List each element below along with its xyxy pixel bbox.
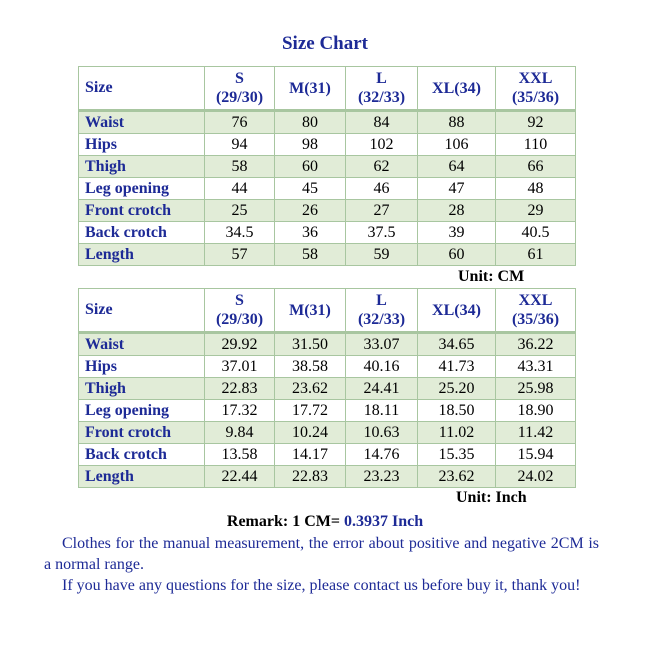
table-row — [79, 134, 576, 156]
size-name: M(31) — [289, 79, 331, 97]
size-column-header — [205, 67, 275, 111]
measurement-value: 31.50 — [275, 333, 346, 356]
measurement-value: 24.41 — [346, 378, 418, 400]
measurement-value: 23.62 — [275, 378, 346, 400]
size-waist-range: (35/36) — [511, 311, 560, 328]
measurement-value: 9.84 — [205, 422, 275, 444]
size-name: XXL — [518, 292, 553, 309]
size-waist-range: (35/36) — [511, 89, 560, 106]
measurement-label: Leg opening — [79, 178, 205, 200]
size-waist-range: (29/30) — [215, 89, 264, 106]
measurement-value: 18.90 — [496, 400, 576, 422]
measurement-value: 36.22 — [496, 333, 576, 356]
measurement-value: 37.5 — [346, 222, 418, 244]
measurement-value: 36 — [275, 222, 346, 244]
measurement-value: 15.35 — [418, 444, 496, 466]
size-header-cell: Size — [79, 289, 205, 333]
measurement-value: 23.62 — [418, 466, 496, 488]
size-column-header — [496, 289, 576, 333]
table-row — [79, 400, 576, 422]
measurement-value: 40.16 — [346, 356, 418, 378]
measurement-label: Front crotch — [79, 422, 205, 444]
measurement-value: 60 — [418, 244, 496, 266]
measurement-label: Front crotch — [79, 200, 205, 222]
size-column-header — [346, 289, 418, 333]
table-row — [79, 422, 576, 444]
size-name: L — [376, 70, 387, 87]
measurement-value: 44 — [205, 178, 275, 200]
measurement-value: 92 — [496, 111, 576, 134]
measurement-value: 25.20 — [418, 378, 496, 400]
measurement-value: 25 — [205, 200, 275, 222]
table-row — [79, 178, 576, 200]
measurement-value: 17.72 — [275, 400, 346, 422]
measurement-value: 64 — [418, 156, 496, 178]
measurement-label: Length — [79, 244, 205, 266]
contact-note: If you have any questions for the size, please contact us before buy it, thank you! — [62, 577, 581, 594]
measurement-value: 41.73 — [418, 356, 496, 378]
measurement-value: 34.5 — [205, 222, 275, 244]
table-row — [79, 466, 576, 488]
table-row — [79, 200, 576, 222]
table-row — [79, 333, 576, 356]
measurement-value: 22.44 — [205, 466, 275, 488]
measurement-value: 29.92 — [205, 333, 275, 356]
measurement-value: 46 — [346, 178, 418, 200]
header-row — [79, 289, 576, 333]
size-name: L — [376, 292, 387, 309]
measurement-value: 98 — [275, 134, 346, 156]
size-column-header — [418, 289, 496, 333]
measurement-value: 102 — [346, 134, 418, 156]
inch-size-table — [78, 288, 576, 488]
cm-size-table — [78, 66, 576, 266]
size-name: XXL — [518, 70, 553, 87]
measurement-value: 13.58 — [205, 444, 275, 466]
size-name: XL(34) — [432, 79, 481, 97]
measurement-value: 14.76 — [346, 444, 418, 466]
table-row — [79, 222, 576, 244]
measurement-value: 33.07 — [346, 333, 418, 356]
size-waist-range: (32/33) — [357, 89, 406, 106]
measurement-label: Thigh — [79, 156, 205, 178]
size-column-header — [496, 67, 576, 111]
measurement-value: 94 — [205, 134, 275, 156]
size-header-cell: Size — [79, 67, 205, 111]
measurement-value: 18.50 — [418, 400, 496, 422]
measurement-label: Hips — [79, 134, 205, 156]
measurement-value: 24.02 — [496, 466, 576, 488]
measurement-value: 25.98 — [496, 378, 576, 400]
measurement-value: 76 — [205, 111, 275, 134]
measurement-value: 57 — [205, 244, 275, 266]
measurement-value: 58 — [205, 156, 275, 178]
measurement-value: 61 — [496, 244, 576, 266]
measurement-label: Thigh — [79, 378, 205, 400]
measurement-value: 66 — [496, 156, 576, 178]
table-row — [79, 378, 576, 400]
size-column-header — [346, 67, 418, 111]
measurement-value: 15.94 — [496, 444, 576, 466]
size-name: XL(34) — [432, 301, 481, 319]
measurement-value: 110 — [496, 134, 576, 156]
measurement-value: 26 — [275, 200, 346, 222]
measurement-value: 11.02 — [418, 422, 496, 444]
table-row — [79, 156, 576, 178]
measurement-label: Waist — [79, 111, 205, 134]
measurement-value: 37.01 — [205, 356, 275, 378]
measurement-value: 23.23 — [346, 466, 418, 488]
measurement-value: 38.58 — [275, 356, 346, 378]
table-row — [79, 356, 576, 378]
header-row — [79, 67, 576, 111]
table-row — [79, 244, 576, 266]
measurement-label: Waist — [79, 333, 205, 356]
measurement-value: 84 — [346, 111, 418, 134]
size-name: M(31) — [289, 301, 331, 319]
measurement-value: 11.42 — [496, 422, 576, 444]
size-waist-range: (29/30) — [215, 311, 264, 328]
measurement-value: 45 — [275, 178, 346, 200]
measurement-value: 48 — [496, 178, 576, 200]
size-name: S — [235, 70, 244, 87]
measurement-value: 59 — [346, 244, 418, 266]
measurement-value: 88 — [418, 111, 496, 134]
measurement-label: Leg opening — [79, 400, 205, 422]
measurement-label: Length — [79, 466, 205, 488]
measurement-value: 14.17 — [275, 444, 346, 466]
table-row — [79, 444, 576, 466]
measurement-value: 29 — [496, 200, 576, 222]
size-name: S — [235, 292, 244, 309]
unit-inch-label: Unit: Inch — [456, 489, 527, 506]
remark — [0, 513, 650, 531]
measurement-label: Hips — [79, 356, 205, 378]
size-column-header — [275, 67, 346, 111]
remark-prefix: Remark: 1 CM= — [226, 513, 340, 530]
measurement-value: 80 — [275, 111, 346, 134]
measurement-value: 10.24 — [275, 422, 346, 444]
measurement-value: 47 — [418, 178, 496, 200]
measurement-value: 22.83 — [205, 378, 275, 400]
measurement-value: 34.65 — [418, 333, 496, 356]
measurement-value: 43.31 — [496, 356, 576, 378]
measurement-value: 22.83 — [275, 466, 346, 488]
size-column-header — [418, 67, 496, 111]
measurement-value: 40.5 — [496, 222, 576, 244]
size-column-header — [275, 289, 346, 333]
chart-title: Size Chart — [281, 33, 368, 54]
measurement-value: 10.63 — [346, 422, 418, 444]
unit-cm-label: Unit: CM — [458, 268, 525, 285]
measurement-value: 39 — [418, 222, 496, 244]
measurement-value: 28 — [418, 200, 496, 222]
remark-value: 0.3937 Inch — [343, 513, 424, 530]
measurement-value: 58 — [275, 244, 346, 266]
table-row — [79, 111, 576, 134]
measurement-value: 18.11 — [346, 400, 418, 422]
measurement-note: Clothes for the manual measurement, the error about positive and negative 2CM is a normal range. — [44, 535, 599, 573]
size-waist-range: (32/33) — [357, 311, 406, 328]
measurement-value: 62 — [346, 156, 418, 178]
measurement-value: 27 — [346, 200, 418, 222]
measurement-value: 17.32 — [205, 400, 275, 422]
measurement-label: Back crotch — [79, 222, 205, 244]
size-column-header — [205, 289, 275, 333]
measurement-value: 60 — [275, 156, 346, 178]
measurement-label: Back crotch — [79, 444, 205, 466]
measurement-value: 106 — [418, 134, 496, 156]
